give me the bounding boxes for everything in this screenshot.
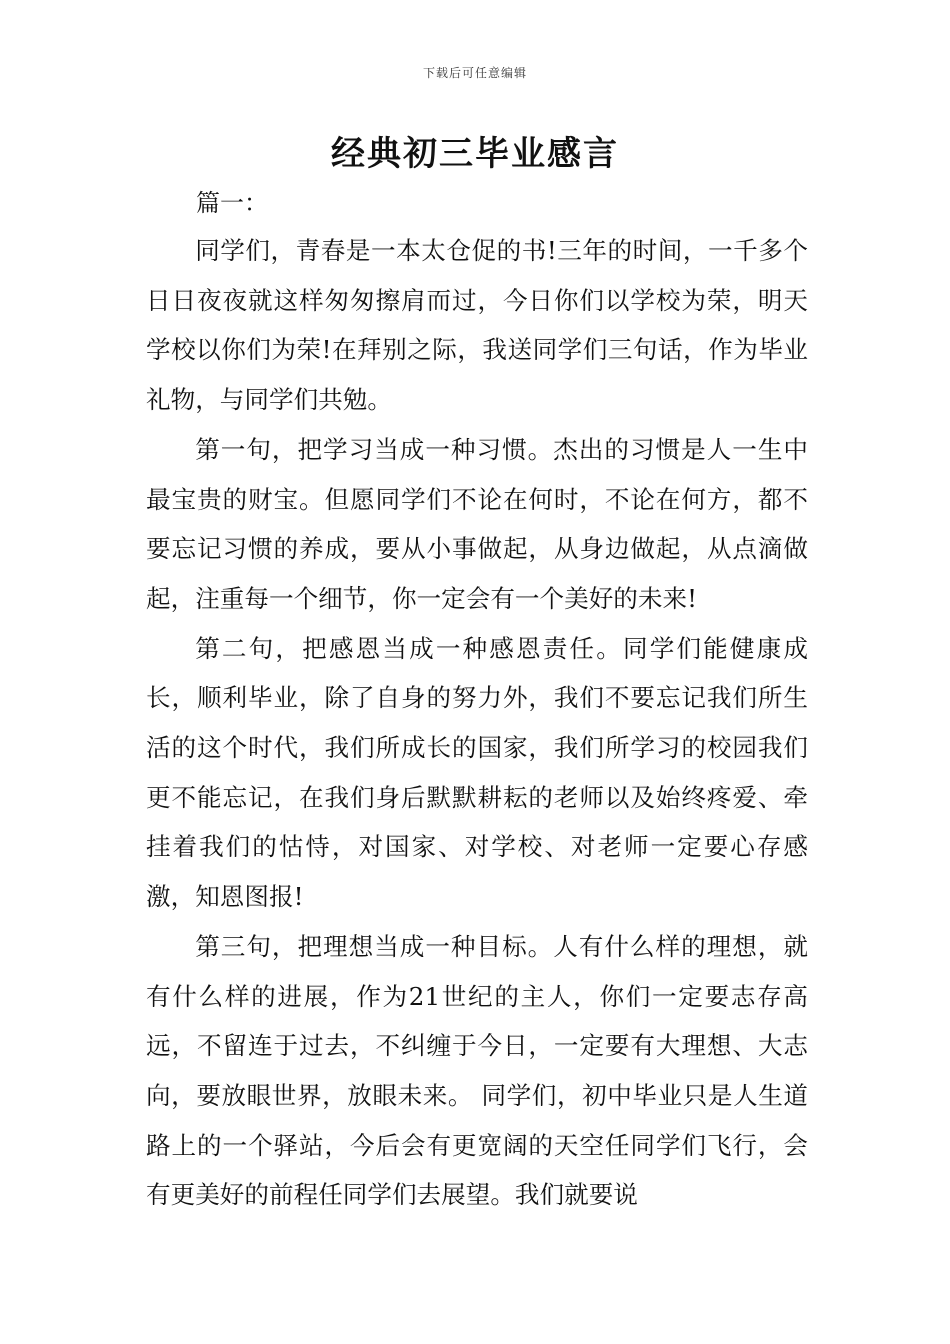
section-label: 篇一： (196, 189, 268, 217)
paragraph-2: 第一句，把学习当成一种习惯。杰出的习惯是人一生中最宝贵的财宝。但愿同学们不论在何时，不论在何方，都不要忘记习惯的养成，要从小事做起，从身边做起，从点滴做起，注重每一个细节，你一定会有一个美好的未来! (146, 434, 808, 613)
document-body (146, 226, 808, 1220)
header-note: 下载后可任意编辑 (422, 66, 527, 80)
document-title: 经典初三毕业感言 (331, 134, 619, 174)
paragraph-1: 同学们，青春是一本太仓促的书!三年的时间，一千多个日日夜夜就这样匆匆擦肩而过，今日你们以学校为荣，明天学校以你们为荣!在拜别之际，我送同学们三句话，作为毕业礼物，与同学们共勉。 (146, 236, 808, 415)
paragraph-4: 第三句，把理想当成一种目标。人有什么样的理想，就有什么样的进展，作为21世纪的主人，你们一定要志存高远，不留连于过去，不纠缠于今日，一定要有大理想、大志向，要放眼世界，放眼未来。 同学们，初中毕业只是人生道路上的一个驿站，今后会有更宽阔的天空任同学们飞行，会有更美好的前程任同学们去展望。我们就要说 (146, 931, 808, 1210)
paragraph-3: 第二句，把感恩当成一种感恩责任。同学们能健康成长，顺利毕业，除了自身的努力外，我们不要忘记我们所生活的这个时代，我们所成长的国家，我们所学习的校园我们更不能忘记，在我们身后默默耕耘的老师以及始终疼爱、牵挂着我们的怙恃，对国家、对学校、对老师一定要心存感激，知恩图报! (146, 633, 808, 912)
